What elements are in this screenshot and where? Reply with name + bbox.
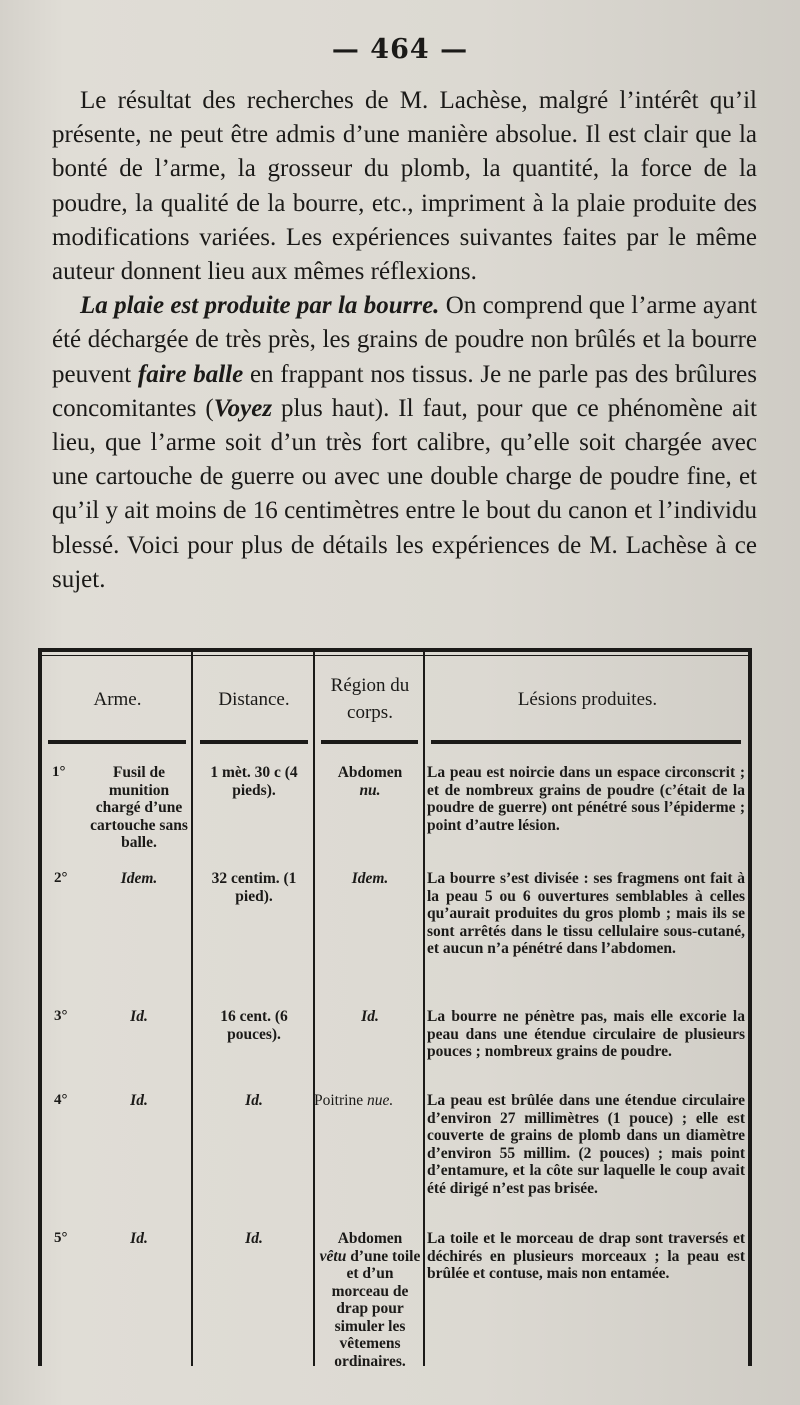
row-4-region-b: nue. [366, 1092, 394, 1109]
paragraph-2-part-1: On comprend que l’arme ayant été déchargée de très près, les grains de poudre non brûlés et la bourre peuvent [52, 292, 757, 388]
row-1-lesions: La peau est noircie dans un espace circonscrit ; et de nombreux grains de poudre (c’était de la poudre de guerre) ont pénétré sous l’épiderme ; point d’autre lésion. [427, 764, 745, 834]
table-left-border [38, 648, 42, 1366]
row-5-number: 5° [54, 1230, 68, 1246]
row-5-region [316, 1230, 424, 1370]
row-3-region [317, 1008, 423, 1026]
row-2-number: 2° [54, 870, 68, 886]
row-5-region-c: d’une toile et d’un morceau de drap pour simuler les vêtemens ordinaires. [331, 1247, 421, 1370]
row-3-number: 3° [54, 1008, 68, 1024]
row-1-distance: 1 mèt. 30 c (4 pieds). [210, 764, 298, 799]
column-divider-1 [191, 648, 193, 1366]
experiments-table [38, 648, 752, 1370]
header-region: Région du corps. [330, 675, 410, 723]
table-top-rule-thin [38, 655, 752, 656]
row-4-region [314, 1092, 424, 1110]
header-lesions: Lésions produites. [517, 688, 658, 710]
italic-voyez: Voyez [213, 394, 273, 422]
row-1-region [317, 764, 423, 799]
row-5-lesions: La toile et le morceau de drap sont traversés et déchirés en plusieurs morceaux ; la peau est brûlée et contuse, mais non entamée. [427, 1230, 745, 1282]
row-2-region-a: Idem. [351, 870, 389, 887]
column-divider-2 [313, 648, 315, 1366]
row-5-distance-text: Id. [245, 1230, 263, 1247]
paragraph-2-part-2: en frappant nos tissus. Je ne parle pas des brûlures concomitantes ( [52, 360, 758, 422]
row-5-arme-text: Id. [130, 1230, 148, 1247]
page-number: — 464 — [331, 34, 469, 65]
table-right-border [748, 648, 752, 1366]
paragraph-1: Le résultat des recherches de M. Lachèse, malgré l’intérêt qu’il présente, ne peut être admis d’une manière absolue. Il est clair que la bonté de l’arme, la grosseur du plomb, la quantité, la force de la poudre, la qualité de la bourre, etc., impriment à la plaie produite des modifications variées. Les expériences suivantes faites par le même auteur donnent lieu aux mêmes réflexions. [52, 87, 757, 286]
row-4-region-a: Poitrine [314, 1092, 364, 1109]
row-3-arme-text: Id. [130, 1008, 148, 1025]
italic-lead: La plaie est produite par la bourre. [80, 292, 440, 320]
row-2-region [317, 870, 423, 888]
row-3-lesions: La bourre ne pénètre pas, mais elle excorie la peau dans une étendue circulaire de plusieurs pouces ; nombreux grains de poudre. [427, 1008, 745, 1060]
header-distance: Distance. [218, 688, 290, 710]
row-2-arme-text: Idem. [120, 870, 158, 887]
row-2-lesions: La bourre s’est divisée : ses fragmens ont fait à la peau 5 ou 6 ouvertures semblables à celles qu’aurait produites du gros plomb ; mais ils se sont arrêtés dans le tissu cellulaire sous-cutané, et aucun n’a pénétré dans l’abdomen. [427, 870, 745, 957]
row-3-distance: 16 cent. (6 pouces). [220, 1008, 288, 1043]
header-arme: Arme. [93, 688, 142, 710]
row-4-lesions: La peau est brûlée dans une étendue circulaire d’environ 27 millimètres (1 pouce) ; elle est couverte de grains de plomb dans un diamètre d’environ 55 millim. (2 pouces) ; mais point d’entamure, et la côte sur laquelle le coup avait été dirigé n’est pas brisée. [427, 1092, 745, 1197]
row-4-arme [86, 1092, 192, 1110]
row-5-arme [86, 1230, 192, 1248]
paragraph-2-part-3: plus haut). Il faut, pour que ce phénomène ait lieu, que l’arme soit d’un très fort calibre, qu’elle soit chargée avec une cartouche de guerre ou avec une double charge de poudre fine, et qu’il y ait moins de 16 centimètres entre le bout du canon et l’individu blessé. Voici pour plus de détails les expériences de M. Lachèse à ce sujet. [52, 394, 757, 593]
table-top-rule [38, 648, 752, 652]
row-1-region-a: Abdomen [337, 764, 403, 781]
body-text [52, 84, 757, 597]
header-rule-distance [200, 740, 308, 744]
row-1-region-b: nu. [359, 781, 381, 799]
row-5-region-a: Abdomen [337, 1230, 403, 1247]
row-3-region-a: Id. [361, 1008, 379, 1025]
header-rule-arme [48, 740, 186, 744]
header-rule-lesions [431, 740, 741, 744]
italic-faire-balle: faire balle [137, 360, 244, 388]
paragraph-2 [52, 289, 757, 597]
row-4-number: 4° [54, 1092, 68, 1108]
row-5-distance [195, 1230, 313, 1248]
row-1-arme: Fusil de munition chargé d’une cartouche sans balle. [90, 764, 188, 851]
row-5-region-b: vêtu [319, 1247, 347, 1265]
row-4-distance-text: Id. [245, 1092, 263, 1109]
row-4-distance [195, 1092, 313, 1110]
row-4-arme-text: Id. [130, 1092, 148, 1109]
row-2-arme [86, 870, 192, 888]
row-1-number: 1° [52, 764, 66, 780]
row-3-arme [86, 1008, 192, 1026]
header-rule-region [321, 740, 418, 744]
row-2-distance: 32 centim. (1 pied). [211, 870, 297, 905]
